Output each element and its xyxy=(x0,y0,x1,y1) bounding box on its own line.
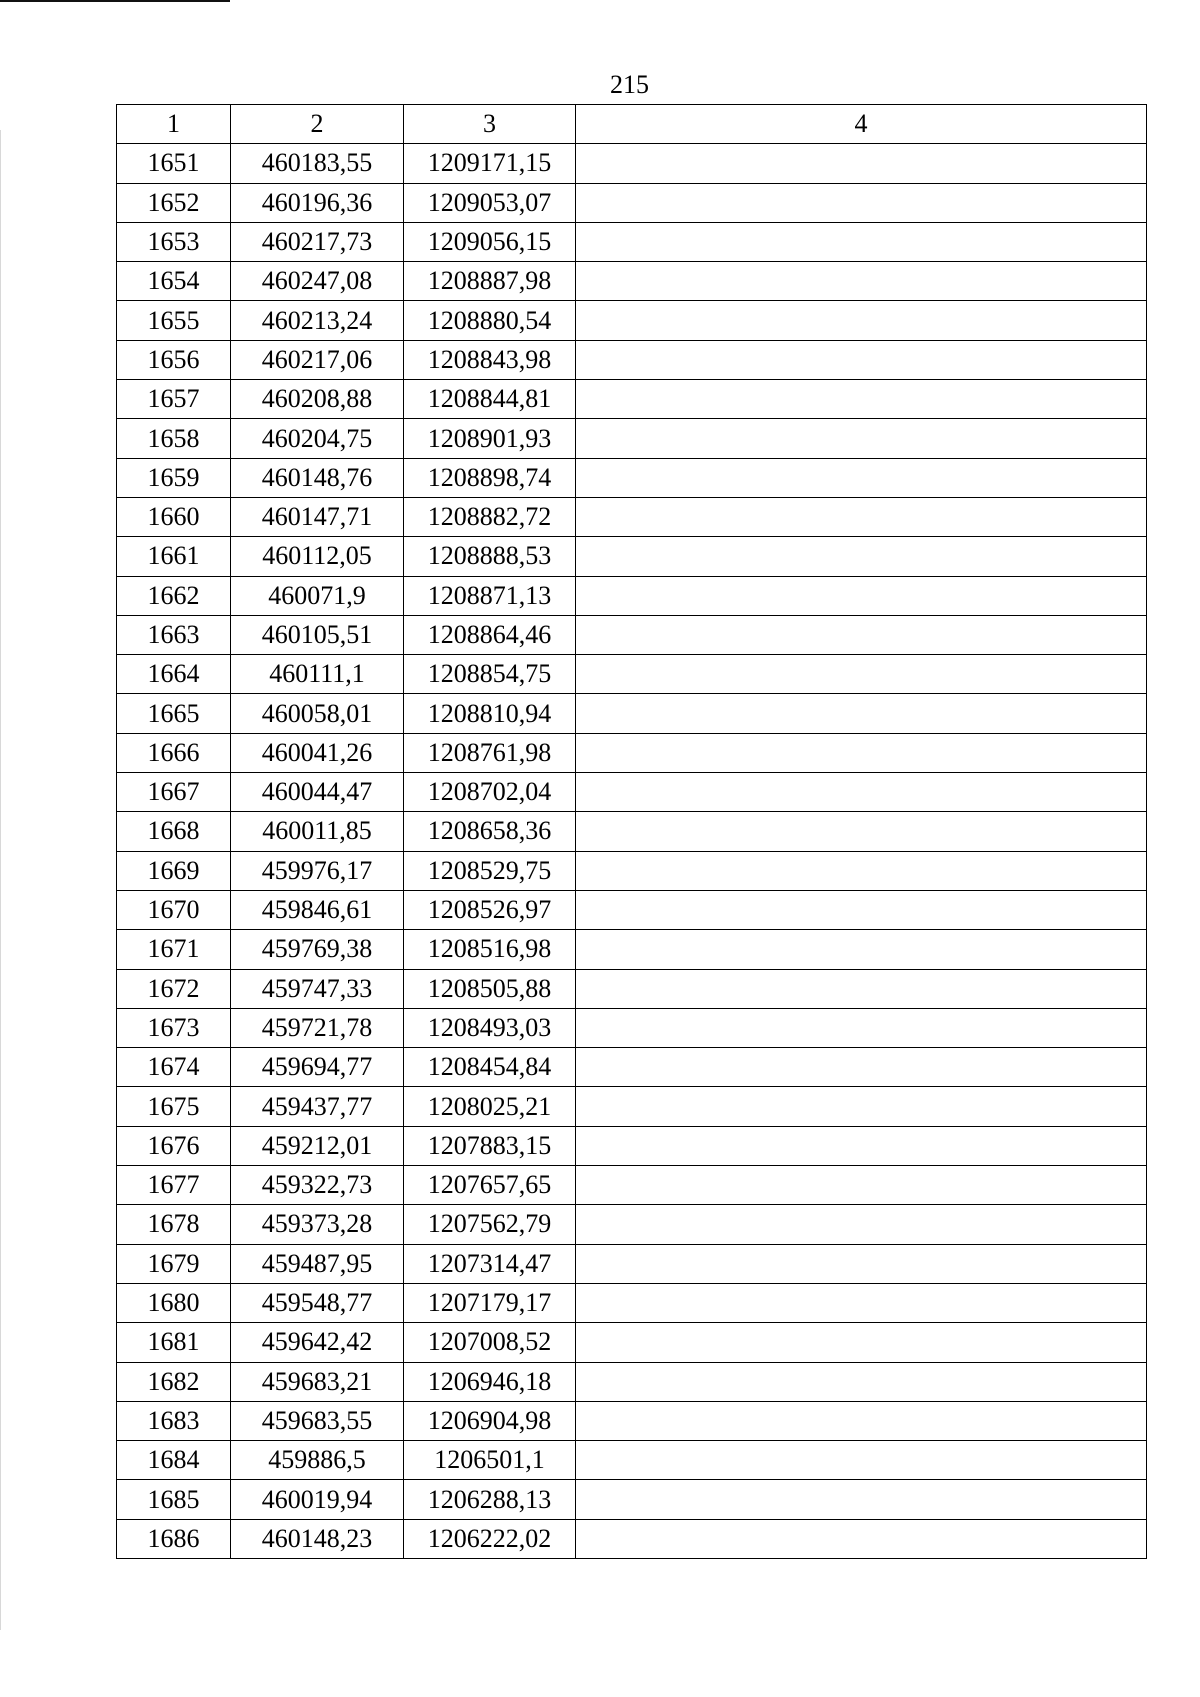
table-row xyxy=(117,1048,1147,1087)
point-number-cell: 1685 xyxy=(117,1480,231,1519)
point-number-cell: 1677 xyxy=(117,1166,231,1205)
point-number-cell: 1674 xyxy=(117,1048,231,1087)
table-row xyxy=(117,340,1147,379)
note-cell xyxy=(576,969,1147,1008)
x-coordinate-cell: 460217,06 xyxy=(231,340,404,379)
y-coordinate-cell: 1208887,98 xyxy=(404,262,576,301)
x-coordinate-cell: 460112,05 xyxy=(231,537,404,576)
point-number-cell: 1669 xyxy=(117,851,231,890)
note-cell xyxy=(576,615,1147,654)
table-row xyxy=(117,930,1147,969)
point-number-cell: 1659 xyxy=(117,458,231,497)
x-coordinate-cell: 460105,51 xyxy=(231,615,404,654)
x-coordinate-cell: 460111,1 xyxy=(231,655,404,694)
table-row xyxy=(117,497,1147,536)
x-coordinate-cell: 460204,75 xyxy=(231,419,404,458)
table-row xyxy=(117,222,1147,261)
x-coordinate-cell: 459548,77 xyxy=(231,1283,404,1322)
note-cell xyxy=(576,576,1147,615)
table-row xyxy=(117,1519,1147,1558)
note-cell xyxy=(576,930,1147,969)
x-coordinate-cell: 459886,5 xyxy=(231,1441,404,1480)
y-coordinate-cell: 1209171,15 xyxy=(404,144,576,183)
x-coordinate-cell: 460217,73 xyxy=(231,222,404,261)
x-coordinate-cell: 459694,77 xyxy=(231,1048,404,1087)
x-coordinate-cell: 459642,42 xyxy=(231,1323,404,1362)
note-cell xyxy=(576,497,1147,536)
x-coordinate-cell: 460044,47 xyxy=(231,773,404,812)
x-coordinate-cell: 459683,55 xyxy=(231,1401,404,1440)
table-row xyxy=(117,1087,1147,1126)
y-coordinate-cell: 1206904,98 xyxy=(404,1401,576,1440)
point-number-cell: 1681 xyxy=(117,1323,231,1362)
y-coordinate-cell: 1208888,53 xyxy=(404,537,576,576)
table-row xyxy=(117,380,1147,419)
top-rule xyxy=(0,0,230,2)
point-number-cell: 1678 xyxy=(117,1205,231,1244)
table-row xyxy=(117,419,1147,458)
point-number-cell: 1671 xyxy=(117,930,231,969)
y-coordinate-cell: 1208871,13 xyxy=(404,576,576,615)
point-number-cell: 1662 xyxy=(117,576,231,615)
x-coordinate-cell: 459373,28 xyxy=(231,1205,404,1244)
note-cell xyxy=(576,380,1147,419)
y-coordinate-cell: 1208854,75 xyxy=(404,655,576,694)
point-number-cell: 1682 xyxy=(117,1362,231,1401)
note-cell xyxy=(576,1087,1147,1126)
point-number-cell: 1657 xyxy=(117,380,231,419)
note-cell xyxy=(576,222,1147,261)
note-cell xyxy=(576,537,1147,576)
y-coordinate-cell: 1208658,36 xyxy=(404,812,576,851)
table-row xyxy=(117,655,1147,694)
x-coordinate-cell: 460213,24 xyxy=(231,301,404,340)
table-row xyxy=(117,812,1147,851)
point-number-cell: 1655 xyxy=(117,301,231,340)
note-cell xyxy=(576,1401,1147,1440)
table-row xyxy=(117,458,1147,497)
note-cell xyxy=(576,1048,1147,1087)
x-coordinate-cell: 460041,26 xyxy=(231,733,404,772)
y-coordinate-cell: 1208025,21 xyxy=(404,1087,576,1126)
note-cell xyxy=(576,1362,1147,1401)
note-cell xyxy=(576,301,1147,340)
table-row xyxy=(117,262,1147,301)
table-row xyxy=(117,773,1147,812)
table-row xyxy=(117,1480,1147,1519)
note-cell xyxy=(576,1244,1147,1283)
y-coordinate-cell: 1209053,07 xyxy=(404,183,576,222)
x-coordinate-cell: 460148,76 xyxy=(231,458,404,497)
note-cell xyxy=(576,340,1147,379)
x-coordinate-cell: 459437,77 xyxy=(231,1087,404,1126)
x-coordinate-cell: 460208,88 xyxy=(231,380,404,419)
point-number-cell: 1672 xyxy=(117,969,231,1008)
y-coordinate-cell: 1208880,54 xyxy=(404,301,576,340)
column-header-3: 3 xyxy=(404,105,576,144)
note-cell xyxy=(576,773,1147,812)
table-row xyxy=(117,537,1147,576)
y-coordinate-cell: 1208761,98 xyxy=(404,733,576,772)
y-coordinate-cell: 1206501,1 xyxy=(404,1441,576,1480)
y-coordinate-cell: 1208454,84 xyxy=(404,1048,576,1087)
x-coordinate-cell: 460011,85 xyxy=(231,812,404,851)
y-coordinate-cell: 1208526,97 xyxy=(404,890,576,929)
note-cell xyxy=(576,1205,1147,1244)
x-coordinate-cell: 459747,33 xyxy=(231,969,404,1008)
y-coordinate-cell: 1206946,18 xyxy=(404,1362,576,1401)
table-row xyxy=(117,301,1147,340)
y-coordinate-cell: 1209056,15 xyxy=(404,222,576,261)
point-number-cell: 1664 xyxy=(117,655,231,694)
y-coordinate-cell: 1208529,75 xyxy=(404,851,576,890)
note-cell xyxy=(576,1323,1147,1362)
table-row xyxy=(117,144,1147,183)
x-coordinate-cell: 460147,71 xyxy=(231,497,404,536)
point-number-cell: 1676 xyxy=(117,1126,231,1165)
table-row xyxy=(117,1166,1147,1205)
y-coordinate-cell: 1207657,65 xyxy=(404,1166,576,1205)
note-cell xyxy=(576,262,1147,301)
table-row xyxy=(117,615,1147,654)
note-cell xyxy=(576,1126,1147,1165)
y-coordinate-cell: 1207883,15 xyxy=(404,1126,576,1165)
note-cell xyxy=(576,812,1147,851)
note-cell xyxy=(576,419,1147,458)
table-row xyxy=(117,890,1147,929)
point-number-cell: 1660 xyxy=(117,497,231,536)
y-coordinate-cell: 1207314,47 xyxy=(404,1244,576,1283)
note-cell xyxy=(576,655,1147,694)
note-cell xyxy=(576,458,1147,497)
x-coordinate-cell: 460196,36 xyxy=(231,183,404,222)
column-header-4: 4 xyxy=(576,105,1147,144)
y-coordinate-cell: 1207008,52 xyxy=(404,1323,576,1362)
x-coordinate-cell: 459683,21 xyxy=(231,1362,404,1401)
x-coordinate-cell: 460071,9 xyxy=(231,576,404,615)
table-row xyxy=(117,1008,1147,1047)
x-coordinate-cell: 459212,01 xyxy=(231,1126,404,1165)
note-cell xyxy=(576,1283,1147,1322)
note-cell xyxy=(576,183,1147,222)
column-header-2: 2 xyxy=(231,105,404,144)
x-coordinate-cell: 459721,78 xyxy=(231,1008,404,1047)
x-coordinate-cell: 460148,23 xyxy=(231,1519,404,1558)
table-header-row xyxy=(117,105,1147,144)
table-row xyxy=(117,576,1147,615)
point-number-cell: 1666 xyxy=(117,733,231,772)
x-coordinate-cell: 459322,73 xyxy=(231,1166,404,1205)
point-number-cell: 1679 xyxy=(117,1244,231,1283)
note-cell xyxy=(576,1166,1147,1205)
point-number-cell: 1663 xyxy=(117,615,231,654)
page-number: 215 xyxy=(610,70,649,99)
x-coordinate-cell: 459487,95 xyxy=(231,1244,404,1283)
table-row xyxy=(117,1362,1147,1401)
y-coordinate-cell: 1208898,74 xyxy=(404,458,576,497)
table-row xyxy=(117,1244,1147,1283)
x-coordinate-cell: 460247,08 xyxy=(231,262,404,301)
note-cell xyxy=(576,1519,1147,1558)
x-coordinate-cell: 459976,17 xyxy=(231,851,404,890)
y-coordinate-cell: 1208516,98 xyxy=(404,930,576,969)
note-cell xyxy=(576,144,1147,183)
point-number-cell: 1654 xyxy=(117,262,231,301)
table-row xyxy=(117,1441,1147,1480)
note-cell xyxy=(576,1008,1147,1047)
point-number-cell: 1670 xyxy=(117,890,231,929)
y-coordinate-cell: 1208901,93 xyxy=(404,419,576,458)
note-cell xyxy=(576,1441,1147,1480)
point-number-cell: 1667 xyxy=(117,773,231,812)
point-number-cell: 1673 xyxy=(117,1008,231,1047)
table-row xyxy=(117,183,1147,222)
y-coordinate-cell: 1207179,17 xyxy=(404,1283,576,1322)
table-row xyxy=(117,694,1147,733)
point-number-cell: 1684 xyxy=(117,1441,231,1480)
note-cell xyxy=(576,1480,1147,1519)
table-row xyxy=(117,733,1147,772)
x-coordinate-cell: 459769,38 xyxy=(231,930,404,969)
note-cell xyxy=(576,733,1147,772)
point-number-cell: 1675 xyxy=(117,1087,231,1126)
y-coordinate-cell: 1206222,02 xyxy=(404,1519,576,1558)
scan-edge-line xyxy=(0,130,1,1630)
table-row xyxy=(117,1401,1147,1440)
y-coordinate-cell: 1208702,04 xyxy=(404,773,576,812)
table-row xyxy=(117,851,1147,890)
y-coordinate-cell: 1208882,72 xyxy=(404,497,576,536)
y-coordinate-cell: 1208493,03 xyxy=(404,1008,576,1047)
coordinates-table xyxy=(116,104,1147,1559)
note-cell xyxy=(576,851,1147,890)
y-coordinate-cell: 1208843,98 xyxy=(404,340,576,379)
note-cell xyxy=(576,694,1147,733)
point-number-cell: 1658 xyxy=(117,419,231,458)
table-row xyxy=(117,1323,1147,1362)
y-coordinate-cell: 1208844,81 xyxy=(404,380,576,419)
point-number-cell: 1653 xyxy=(117,222,231,261)
y-coordinate-cell: 1208810,94 xyxy=(404,694,576,733)
table-body xyxy=(117,144,1147,1559)
point-number-cell: 1668 xyxy=(117,812,231,851)
table-row xyxy=(117,1283,1147,1322)
point-number-cell: 1665 xyxy=(117,694,231,733)
column-header-1: 1 xyxy=(117,105,231,144)
point-number-cell: 1652 xyxy=(117,183,231,222)
point-number-cell: 1656 xyxy=(117,340,231,379)
y-coordinate-cell: 1208505,88 xyxy=(404,969,576,1008)
y-coordinate-cell: 1206288,13 xyxy=(404,1480,576,1519)
table-row xyxy=(117,1205,1147,1244)
x-coordinate-cell: 459846,61 xyxy=(231,890,404,929)
y-coordinate-cell: 1208864,46 xyxy=(404,615,576,654)
y-coordinate-cell: 1207562,79 xyxy=(404,1205,576,1244)
point-number-cell: 1651 xyxy=(117,144,231,183)
point-number-cell: 1680 xyxy=(117,1283,231,1322)
x-coordinate-cell: 460058,01 xyxy=(231,694,404,733)
point-number-cell: 1661 xyxy=(117,537,231,576)
point-number-cell: 1683 xyxy=(117,1401,231,1440)
note-cell xyxy=(576,890,1147,929)
point-number-cell: 1686 xyxy=(117,1519,231,1558)
table-row xyxy=(117,1126,1147,1165)
table-row xyxy=(117,969,1147,1008)
x-coordinate-cell: 460183,55 xyxy=(231,144,404,183)
x-coordinate-cell: 460019,94 xyxy=(231,1480,404,1519)
